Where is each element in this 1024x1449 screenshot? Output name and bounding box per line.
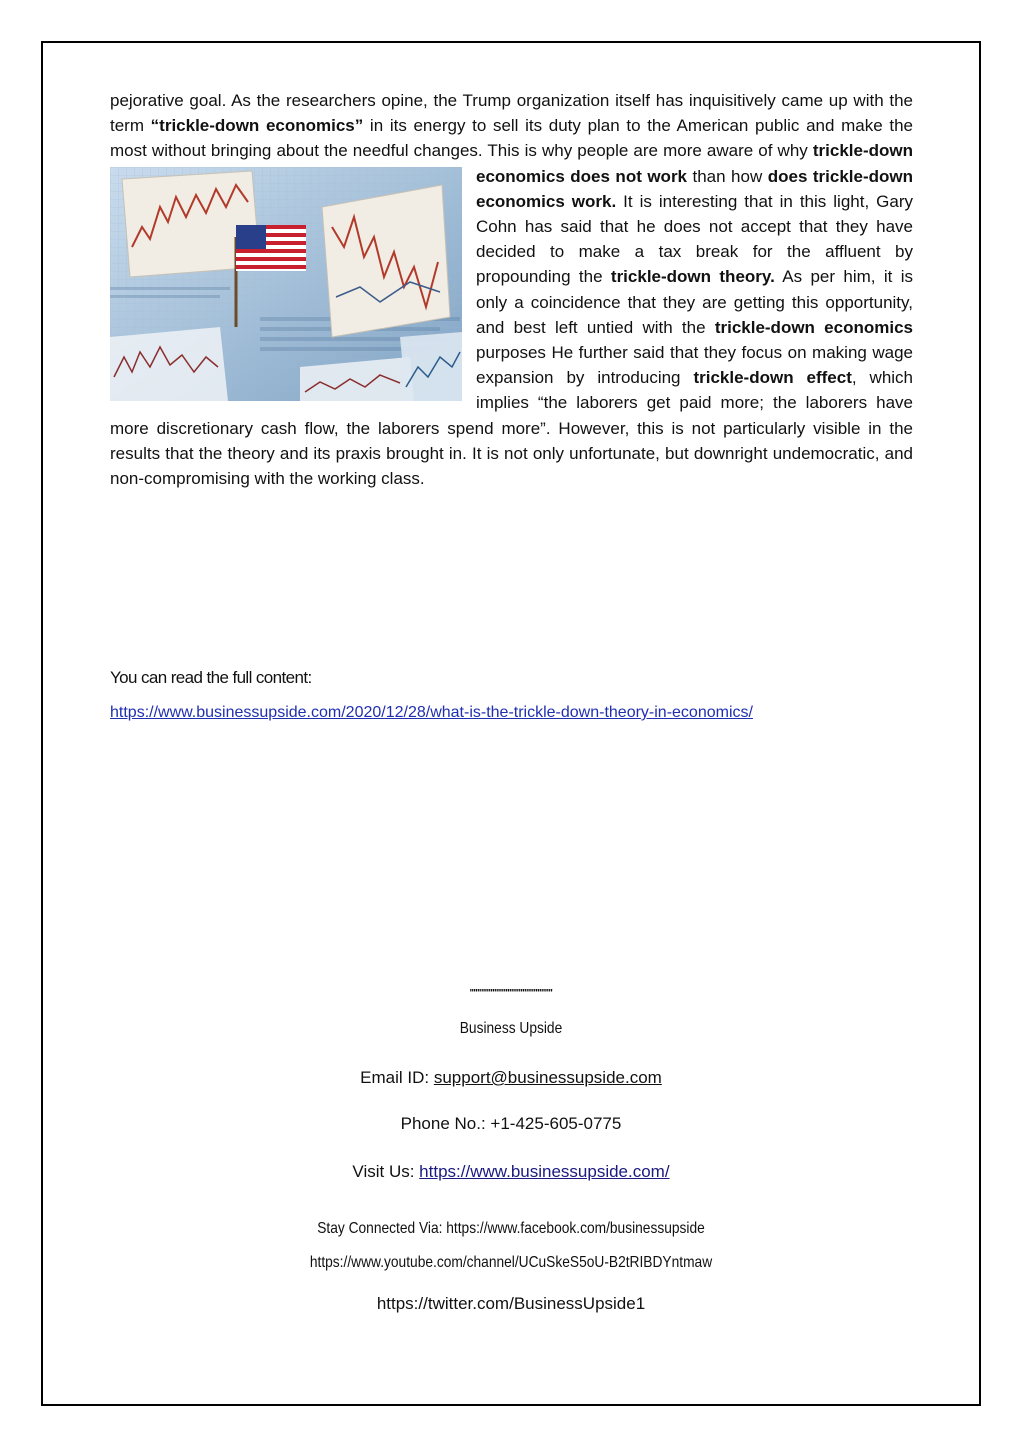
stock-chart-flag-image (110, 167, 462, 401)
bold-term: trickle-down effect (693, 368, 852, 388)
visit-label: Visit Us: (352, 1162, 420, 1181)
phone-label: Phone No.: (400, 1114, 491, 1133)
phone-line (41, 1114, 981, 1134)
social-facebook-line (107, 1220, 915, 1238)
text-run: , which implies “the laborers get paid more; the laborers have more discretionary cash flow, the laborers spend more”. However, this is not particularly visible in the results that the theory and its praxis brought in. It is not only unfortunate, but downright undemocratic, and non-compromising with the working class. (110, 368, 913, 489)
youtube-link[interactable]: https://www.youtube.com/channel/UCuSkeS5oU-B2tRIBDYntmaw (309, 1254, 713, 1271)
company-name: Business Upside (459, 1020, 563, 1037)
email-line (41, 1068, 981, 1088)
social-label: Stay Connected Via: (317, 1220, 447, 1237)
bold-term: trickle-down economics (714, 317, 913, 337)
bold-term: trickle-down economics does not work (476, 141, 913, 186)
twitter-link[interactable]: https://twitter.com/BusinessUpside1 (376, 1294, 646, 1313)
text-run: purposes He further said that they focus on making wage expansion by introducing (476, 343, 913, 388)
bold-term: trickle-down theory. (610, 267, 775, 287)
email-link[interactable]: support@businessupside.com (433, 1068, 662, 1087)
facebook-link[interactable]: https://www.facebook.com/businessupside (446, 1220, 705, 1237)
website-link[interactable]: https://www.businessupside.com/ (419, 1162, 670, 1181)
bold-term: does trickle-down economics work. (476, 166, 913, 211)
article-body (110, 88, 913, 491)
phone-number: +1-425-605-0775 (490, 1114, 622, 1133)
text-run: As per him, it is only a coincidence that they are getting this opportunity, and best left untied with the (476, 267, 914, 337)
text-run: in its energy to sell its duty plan to the American public and make the most without bringing about the needful changes. This is why people are more aware of why (110, 116, 913, 161)
article-link[interactable]: https://www.businessupside.com/2020/12/28/what-is-the-trickle-down-theory-in-economics/ (110, 704, 753, 721)
visit-line (41, 1162, 981, 1182)
text-run: pejorative goal. As the researchers opine, the Trump organization itself has inquisitively came up with the term (110, 91, 913, 136)
article-paragraph (110, 88, 913, 491)
text-run: It is interesting that in this light, Gary Cohn has said that he does not accept that they have decided to make a tax break for the affluent by propounding the (476, 191, 914, 287)
read-more-label: You can read the full content: (110, 668, 312, 687)
bold-term: “trickle-down economics” (150, 116, 364, 136)
text-run: than how (687, 166, 768, 186)
email-label: Email ID: (360, 1068, 434, 1087)
divider-dots: '''''''''''''''''''''''''''''''''''''''''''' (469, 988, 553, 999)
